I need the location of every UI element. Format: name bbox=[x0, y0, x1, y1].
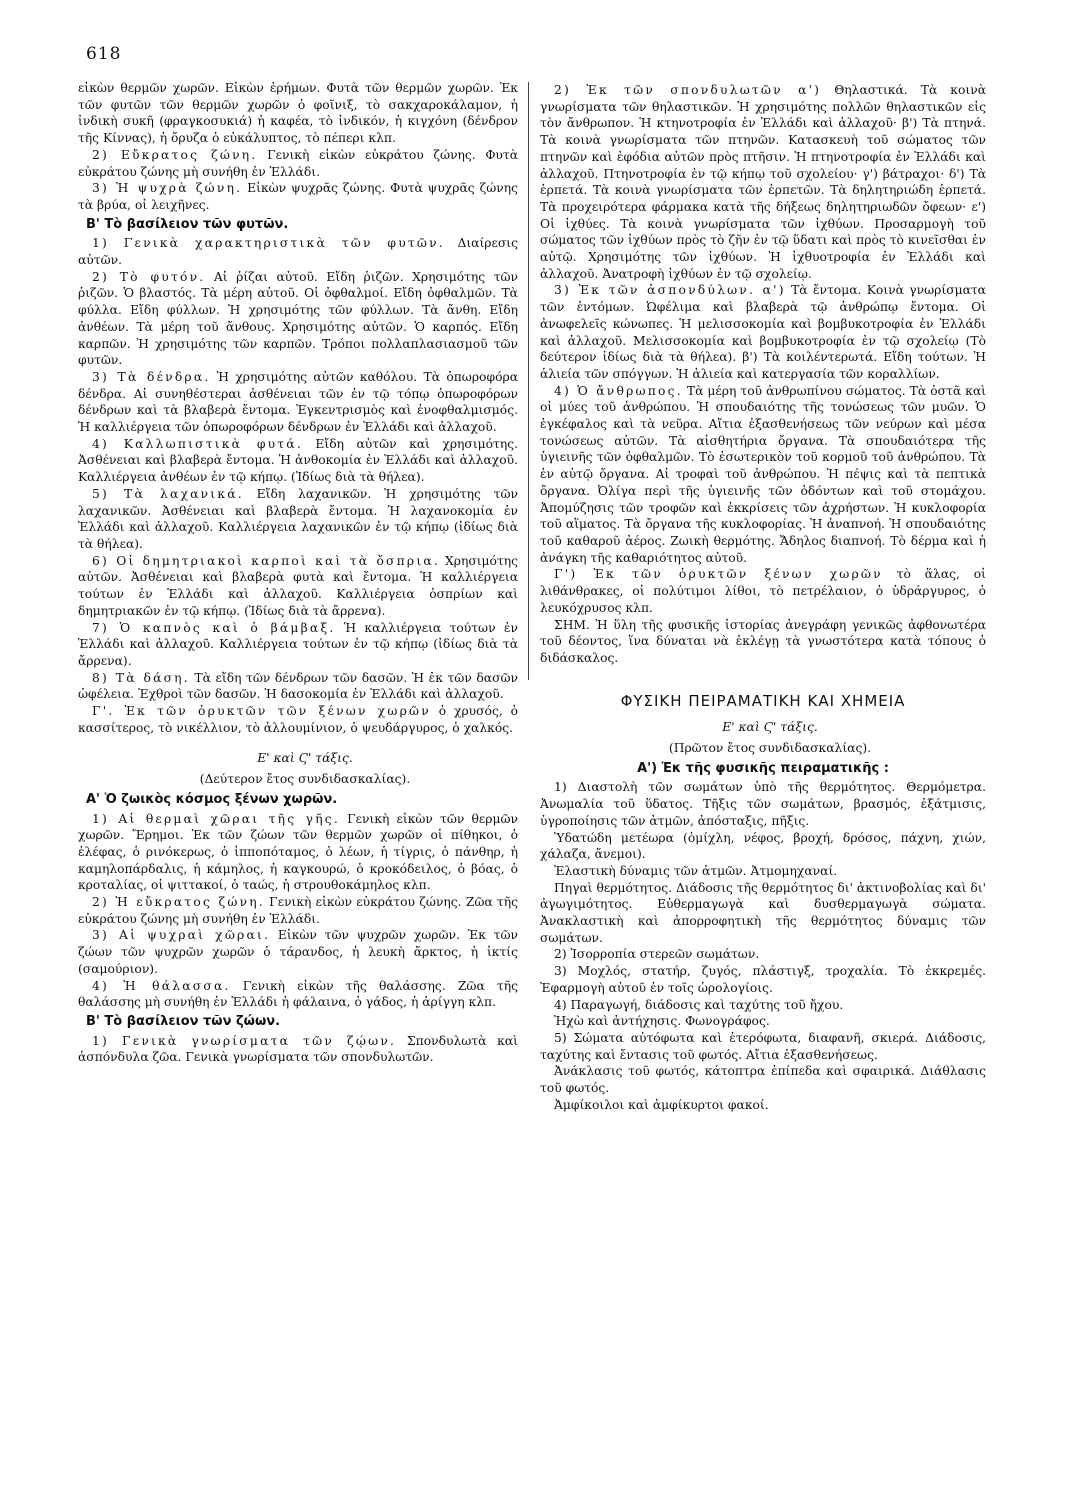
paragraph: Ἐλαστικὴ δύναμις τῶν ἀτμῶν. Ἀτμομηχαναί. bbox=[554, 863, 838, 878]
paragraph bbox=[78, 553, 518, 620]
item-lead: 1) Αἱ θερμαὶ χῶραι τῆς γῆς. bbox=[92, 811, 340, 826]
paragraph: 1) Διαστολὴ τῶν σωμάτων ὑπὸ τῆς θερμότητος. Θερμόμετρα. Ἀνωμαλία τοῦ ὕδατος. Τῆξις τῶν σωμάτων, βρασμός, ἐξάτμισις, ὑγροποίησις τῶν ἀτμῶν, ἀπόσταξις, πῆξις. bbox=[540, 780, 986, 828]
paragraph: Ἀνάκλασις τοῦ φωτός, κάτοπτρα ἐπίπεδα καὶ σφαιρικά. Διάθλασις τοῦ φωτός. bbox=[540, 1064, 986, 1096]
item-text: Τὰ ἔντομα. Κοινὰ γνωρίσματα τῶν ἐντόμων. Ὠφέλιμα καὶ βλαβερὰ τῷ ἀνθρώπῳ ἔντομα. Οἱ ἀνωφελεῖς κώνωπες. Ἡ μελισσοκομία καὶ βομβυκοτροφία ἐν Ἑλλάδι καὶ ἀλλαχοῦ. Μελισσοκομία καὶ βομβυκοτροφία ἐν τῷ σχολείῳ (Τὸ δεύτερον ἰδίως διὰ τὰ θήλεα). β') Τὰ κοιλέντερωτά. Εἴδη τούτων. Ἡ ἁλιεία τῶν σπόγγων. Ἡ ἁλιεία καὶ κατεργασία τῶν κοραλλίων. bbox=[540, 283, 986, 381]
section-title: ΦΥΣΙΚΗ ΠΕΙΡΑΜΑΤΙΚΗ ΚΑΙ ΧΗΜΕΙΑ bbox=[620, 691, 906, 710]
column-divider bbox=[528, 82, 529, 680]
item-text: Γενικὴ εἰκὼν τῶν θερμῶν χωρῶν. Ἔρημοι. Ἐκ τῶν ζώων τῶν θερμῶν χωρῶν οἱ πίθηκοι, ὁ ἐλέφας, ὁ ρινόκερως, ὁ ἱπποπόταμος, ὁ λέων, ἡ τίγρις, ὁ πάνθηρ, ἡ καμηλοπάρδαλις, ἡ κάμηλος, ἡ καγκουρώ, ὁ κροκόδειλος, ὁ βόας, ὁ κροταλίας, οἱ ψιττακοί, ὁ ταώς, ἡ στρουθοκάμηλος κλπ. bbox=[78, 811, 519, 893]
paragraph: εἰκὼν θερμῶν χωρῶν. Εἰκὼν ἐρήμων. Φυτὰ τῶν θερμῶν χωρῶν. Ἐκ τῶν φυτῶν τῶν θερμῶν χωρῶν ὁ φοῖνιξ, τὸ σακχαροκάλαμον, ἡ ἰνδικὴ συκῆ (φραγκοσυκιά) ἡ καφέα, τὸ ἰνδικόν, ἡ κιγχόνη (δένδρον τῆς Κίννας), ἡ ὄρυζα ὁ εὐκάλυπτος, τὸ πέπερι κλπ. bbox=[78, 81, 518, 146]
paragraph: Ὑδατώδη μετέωρα (ὁμίχλη, νέφος, βροχή, δρόσος, πάχνη, χιών, χάλαζα, ἄνεμοι). bbox=[540, 830, 986, 862]
paragraph bbox=[78, 927, 518, 977]
paragraph bbox=[540, 383, 986, 567]
item-lead: 1) Γενικὰ γνωρίσματα τῶν ζῴων. bbox=[92, 1033, 397, 1048]
item-lead: Γ'. Ἐκ τῶν ὀρυκτῶν τῶν ξένων χωρῶν bbox=[92, 704, 431, 719]
year-note: (Δεύτερον ἔτος συνδιδασκαλίας). bbox=[199, 772, 411, 787]
paragraph bbox=[78, 670, 518, 703]
item-lead: 7) Ὁ καπνὸς καὶ ὁ βάμβαξ. bbox=[92, 620, 336, 635]
item-text: Ἡ χρησιμότης αὐτῶν καθόλου. Τὰ ὀπωροφόρα δένδρα. Αἱ συνηθέστεραι ἀσθένειαι τῶν ἐν τῷ τόπῳ ὀπωροφόρων δένδρων καὶ τὰ βλαβερὰ ἔντομα. Ἐγκεντρισμὸς καὶ ἐνοφθαλμισμός. Ἡ καλλιέργεια τῶν ὀπωροφόρων δένδρων ἐν Ἑλλάδι καὶ ἀλλαχοῦ. bbox=[78, 369, 519, 435]
paragraph bbox=[78, 436, 518, 486]
right-column bbox=[540, 82, 986, 1113]
item-lead: 5) Τὰ λαχανικά. bbox=[92, 486, 244, 501]
section-heading: Α') Ἐκ τῆς φυσικῆς πειραματικῆς : bbox=[637, 760, 889, 776]
item-text: Ἡ καλλιέργεια τούτων ἐν Ἑλλάδι καὶ ἀλλαχοῦ. Καλλιέργεια τούτων ἐν τῷ κήπῳ (ἰδίως διὰ τὰ ἄρρενα). bbox=[78, 620, 518, 668]
paragraph: Πηγαὶ θερμότητος. Διάδοσις τῆς θερμότητος δι' ἀκτινοβολίας καὶ δι' ἀγωγιμότητος. Εὐθερμαγωγὰ καὶ δυσθερμαγωγὰ σώματα. Ἀνακλαστικὴ καὶ ἀπορροφητικὴ τῆς θερμότητος δύναμις τῶν σωμάτων. bbox=[540, 880, 986, 945]
paragraph bbox=[78, 180, 518, 213]
item-text: Γενικὴ εἰκὼν εὐκράτου ζώνης. Φυτὰ εὐκράτου ζώνης μὴ συνήθη ἐν Ἑλλάδι. bbox=[78, 147, 518, 179]
paragraph bbox=[540, 82, 986, 282]
item-text: Εἰκὼν τῶν ψυχρῶν χωρῶν. Ἐκ τῶν ζώων τῶν ψυχρῶν χωρῶν ὁ τάρανδος, ἡ λευκὴ ἄρκτος, ἡ ἰκτίς (σαμούριον). bbox=[78, 928, 518, 976]
item-text: Γενικὴ εἰκὼν τῆς θαλάσσης. Ζῶα τῆς θαλάσσης μὴ συνήθη ἐν Ἑλλάδι ἡ φάλαινα, ὁ γάδος, ἡ ἀρίγγη κλπ. bbox=[78, 978, 518, 1010]
item-text: Τὰ μέρη τοῦ ἀνθρωπίνου σώματος. Τὰ ὀστᾶ καὶ οἱ μύες τοῦ ἀνθρώπου. Ἡ σπουδαιότης τῆς τονώσεως τῶν μυῶν. Ὁ ἐγκέφαλος καὶ τὰ νεῦρα. Αἴτια ἐξασθενήσεως τῶν νεύρων καὶ μέσα τονώσεως αὐτῶν. Τὰ αἰσθητήρια ὄργανα. Τὰ σπουδαιότερα τῆς ὑγιεινῆς τῶν ὀφθαλμῶν. Τὸ ἐσωτερικὸν τοῦ κορμοῦ τοῦ ἀνθρώπου. Τὰ ἐν αὐτῷ ὄργανα. Αἱ τροφαὶ τοῦ ἀνθρώπου. Ἡ πέψις καὶ τὰ πεπτικὰ ὄργανα. Ὀλίγα περὶ τῆς ὑγιεινῆς τῶν ὀδόντων καὶ τοῦ στομάχου. Ἀπομύζησις τῶν τροφῶν καὶ ἐκκρίσεις τῶν ἀχρήστων. Ἡ κυκλοφορία τοῦ αἵματος. Τὰ ὄργανα τῆς κυκλοφορίας. Ἡ ἀναπνοή. Ἡ σπουδαιότης τοῦ καθαροῦ ἀέρος. Ζωικὴ θερμότης. Ἄδηλος διαπνοή. Τὸ δέρμα καὶ ἡ ἀνάγκη τῆς καθαριότητος αὐτοῦ. bbox=[540, 383, 986, 565]
item-text: Εἰκὼν ψυχρᾶς ζώνης. Φυτὰ ψυχρᾶς ζώνης τὰ βρύα, οἱ λειχῆνες. bbox=[78, 181, 518, 212]
paragraph bbox=[78, 703, 518, 736]
item-lead: 3) Ἡ ψυχρὰ ζώνη. bbox=[92, 181, 243, 196]
paragraph bbox=[78, 978, 518, 1011]
item-text: Αἱ ῥίζαι αὐτοῦ. Εἴδη ῥιζῶν. Χρησιμότης τῶν ῥιζῶν. Ὁ βλαστός. Τὰ μέρη αὐτοῦ. Οἱ ὀφθαλμοί. Εἴδη ὀφθαλμῶν. Τὰ φύλλα. Εἴδη φύλλων. Ἡ χρησιμότης τῶν φύλλων. Τὰ ἄνθη. Εἴδη ἀνθέων. Τὰ μέρη τοῦ ἄνθους. Χρησιμότης αὐτῶν. Ὁ καρπός. Εἴδη καρπῶν. Ἡ χρησιμότης τῶν καρπῶν. Τρόποι πολλαπλασιασμοῦ τῶν φυτῶν. bbox=[78, 269, 519, 368]
item-text: Σπονδυλωτὰ καὶ ἀσπόνδυλα ζῶα. Γενικὰ γνωρίσματα τῶν σπονδυλωτῶν. bbox=[78, 1033, 518, 1065]
item-lead: 2) Τὸ φυτόν. bbox=[92, 269, 206, 284]
page-number: 618 bbox=[86, 44, 122, 64]
item-lead: 2) Ἡ εὔκρατος ζώνη. bbox=[92, 895, 265, 910]
item-lead: Γ') Ἐκ τῶν ὀρυκτῶν ξένων χωρῶν bbox=[554, 567, 883, 582]
paragraph: 2) Ἰσορροπία στερεῶν σωμάτων. bbox=[554, 947, 760, 962]
item-lead: 2) Εὔκρατος ζώνη. bbox=[92, 147, 258, 162]
item-text: ὁ χρυσός, ὁ κασσίτερος, τὸ νικέλλιον, τὸ ἀλλουμίνιον, ὁ ψευδάργυρος, ὁ χαλκός. bbox=[78, 704, 518, 735]
paragraph bbox=[78, 811, 518, 895]
note-paragraph: ΣΗΜ. Ἡ ὕλη τῆς φυσικῆς ἱστορίας ἀνεγράφη γενικῶς ἀφθονωτέρα τοῦ δέοντος, ἵνα δύναται νὰ ἐκλέγῃ τὰ γνωστότερα κατὰ τόπους ὁ διδάσκαλος. bbox=[540, 617, 986, 665]
paragraph bbox=[78, 620, 518, 670]
paragraph bbox=[78, 1033, 518, 1066]
item-text: Εἴδη λαχανικῶν. Ἡ χρησιμότης τῶν λαχανικῶν. Ἀσθένειαι καὶ βλαβερὰ ἔντομα. Ἡ λαχανοκομία ἐν Ἑλλάδι καὶ ἀλλαχοῦ. Καλλιέργεια λαχανικῶν ἐν τῷ κήπῳ (ἰδίως διὰ τὰ θήλεα). bbox=[78, 486, 518, 551]
year-note: (Πρῶτον ἔτος συνδιδασκαλίας). bbox=[668, 741, 872, 756]
item-lead: 3) Ἐκ τῶν ἀσπονδύλων. α') bbox=[554, 283, 786, 298]
item-text: Θηλαστικά. Τὰ κοινὰ γνωρίσματα τῶν θηλαστικῶν. Ἡ χρησιμότης πολλῶν θηλαστικῶν εἰς τὸν ἄνθρωπον. Ἡ κτηνοτροφία ἐν Ἑλλάδι καὶ ἀλλαχοῦ· β') Τὰ πτηνά. Τὰ κοινὰ γνωρίσματα τῶν πτηνῶν. Κατασκευὴ τοῦ σώματος τῶν πτηνῶν καὶ ἐφόδια αὐτῶν πρὸς πτῆσιν. Ἡ πτηνοτροφία ἐν Ἑλλάδι καὶ ἀλλαχοῦ. Πτηνοτροφία ἐν τῷ κήπῳ τοῦ σχολείου· γ') βάτραχοι· δ') Τὰ ἑρπετά. Τὰ κοινὰ γνωρίσματα τῶν ἑρπετῶν. Τὰ δηλητηριώδη ἑρπετά. Τὰ προχειρότερα φάρμακα κατὰ τῆς δήξεως δηλητηριωδῶν ὄφεων· ε') Οἱ ἰχθύες. Τὰ κοινὰ γνωρίσματα τῶν ἰχθύων. Προσαρμογὴ τοῦ σώματος τῶν ἰχθύων πρὸς τὸ ζῆν ἐν τῷ ὕδατι καὶ πρὸς τὸ κινεῖσθαι ἐν αὐτῷ. Χρησιμότης τῶν ἰχθύων. Ἡ ἰχθυοτροφία ἐν Ἑλλάδι καὶ ἀλλαχοῦ. Ἀνατροφὴ ἰχθύων ἐν τῷ σχολείῳ. bbox=[540, 83, 986, 281]
class-title: Ε' καὶ Ϛ' τάξις. bbox=[722, 720, 818, 735]
left-column bbox=[78, 80, 518, 1066]
item-lead: 4) Καλλωπιστικὰ φυτά. bbox=[92, 436, 303, 451]
paragraph bbox=[540, 566, 986, 616]
item-text: Γενικὴ εἰκὼν εὐκράτου ζώνης. Ζῶα τῆς εὐκράτου ζώνης μὴ συνήθη ἐν Ἑλλάδι. bbox=[78, 895, 518, 926]
paragraph bbox=[78, 269, 518, 369]
class-title: Ε' καὶ Ϛ' τάξις. bbox=[257, 751, 353, 766]
item-lead: 6) Οἱ δημητριακοὶ καρποὶ καὶ τὰ ὄσπρια. bbox=[92, 553, 440, 568]
item-lead: 1) Γενικὰ χαρακτηριστικὰ τῶν φυτῶν. bbox=[92, 236, 445, 251]
section-heading: Β' Τὸ βασίλειον τῶν φυτῶν. bbox=[86, 216, 289, 232]
paragraph bbox=[540, 282, 986, 382]
item-text: Χρησιμότης αὐτῶν. Ἀσθένειαι καὶ βλαβερὰ φυτὰ καὶ ἔντομα. Ἡ καλλιέργεια τούτων ἐν Ἑλλάδι καὶ ἀλλαχοῦ. Καλλιέργεια ὀσπρίων καὶ δημητριακῶν ἐν τῷ κήπῳ. (Ἰδίως διὰ τὰ ἄρρενα). bbox=[78, 553, 518, 618]
item-lead: 8) Τὰ δάση. bbox=[92, 670, 190, 685]
paragraph bbox=[78, 894, 518, 927]
item-text: Εἴδη αὐτῶν καὶ χρησιμότης. Ἀσθένειαι καὶ βλαβερὰ ἔντομα. Ἡ ἀνθοκομία ἐν Ἑλλάδι καὶ ἀλλαχοῦ. Καλλιέργεια ἀνθέων ἐν τῷ κήπῳ. (Ἰδίως διὰ τὰ θήλεα). bbox=[78, 436, 518, 485]
paragraph bbox=[78, 369, 518, 436]
paragraph: Ἀμφίκοιλοι καὶ ἀμφίκυρτοι φακοί. bbox=[554, 1097, 769, 1112]
item-lead: 4) Ὁ ἄνθρωπος. bbox=[554, 383, 683, 398]
paragraph bbox=[78, 486, 518, 553]
item-lead: 4) Ἡ θάλασσα. bbox=[92, 978, 231, 993]
paragraph bbox=[78, 235, 518, 268]
paragraph: 5) Σώματα αὐτόφωτα καὶ ἑτερόφωτα, διαφανῆ, σκιερά. Διάδοσις, ταχύτης καὶ ἔντασις τοῦ φωτός. Αἴτια ἐξασθενήσεως. bbox=[540, 1030, 986, 1062]
section-heading: Α' Ὁ ζωικὸς κόσμος ξένων χωρῶν. bbox=[86, 791, 338, 807]
paragraph: Ἠχὼ καὶ ἀντήχησις. Φωνογράφος. bbox=[554, 1014, 770, 1029]
paragraph: 4) Παραγωγή, διάδοσις καὶ ταχύτης τοῦ ἤχου. bbox=[554, 997, 844, 1012]
paragraph: 3) Μοχλός, στατήρ, ζυγός, πλάστιγξ, τροχαλία. Τὸ ἐκκρεμές. Ἐφαρμογὴ αὐτοῦ ἐν τοῖς ὡρολογίοις. bbox=[540, 964, 986, 995]
item-text: Διαίρεσις αὐτῶν. bbox=[78, 236, 518, 268]
paragraph bbox=[78, 147, 518, 180]
item-lead: 3) Τὰ δένδρα. bbox=[92, 369, 211, 384]
section-heading: Β' Τὸ βασίλειον τῶν ζώων. bbox=[86, 1013, 281, 1029]
item-text: Τὰ εἴδη τῶν δένδρων τῶν δασῶν. Ἡ ἐκ τῶν δασῶν ὠφέλεια. Ἐχθροὶ τῶν δασῶν. Ἡ δασοκομία ἐν Ἑλλάδι καὶ ἀλλαχοῦ. bbox=[78, 670, 518, 702]
item-text: τὸ ἅλας, οἱ λιθάνθρακες, οἱ πολύτιμοι λίθοι, τὸ πετρέλαιον, ὁ ὑδράργυρος, ὁ λευκόχρυσος κλπ. bbox=[540, 567, 986, 615]
item-lead: 2) Ἐκ τῶν σπονδυλωτῶν α') bbox=[554, 83, 822, 97]
item-lead: 3) Αἱ ψυχραὶ χῶραι. bbox=[92, 928, 271, 943]
